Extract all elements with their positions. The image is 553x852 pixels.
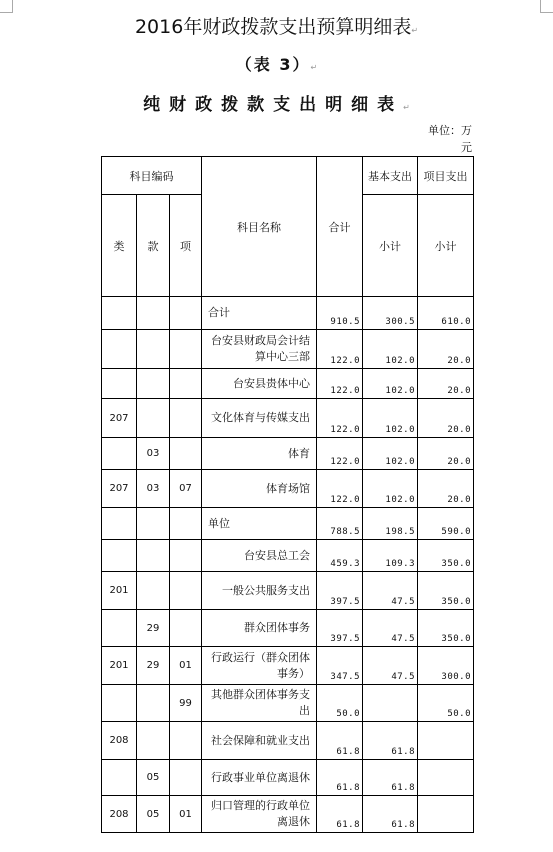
header-basic-subtotal: 小计 [363, 195, 418, 297]
cell-xiang: 07 [170, 470, 202, 508]
table-row [102, 330, 474, 369]
cell-project: 20.0 [418, 470, 474, 508]
cell-basic: 61.8 [363, 722, 418, 760]
header-code-group: 科目编码 [102, 157, 202, 195]
cell-basic: 300.5 [363, 297, 418, 330]
table-row [102, 508, 474, 540]
table-row [102, 760, 474, 796]
cell-name: 台安县总工会 [202, 540, 317, 572]
table-row [102, 438, 474, 470]
header-basic: 基本支出 [363, 157, 418, 195]
cell-kuan: 29 [137, 647, 170, 685]
cell-total: 61.8 [317, 760, 363, 796]
document-title: 2016年财政拨款支出预算明细表↵ [134, 16, 419, 38]
cell-lei: 201 [102, 572, 137, 610]
cell-project: 20.0 [418, 399, 474, 438]
cell-kuan: 05 [137, 796, 170, 833]
cell-xiang [170, 369, 202, 399]
crop-mark-top-left [0, 0, 13, 13]
cell-total: 459.3 [317, 540, 363, 572]
cell-total: 788.5 [317, 508, 363, 540]
cell-name: 行政事业单位离退休 [202, 760, 317, 796]
cell-project [418, 722, 474, 760]
cell-project: 20.0 [418, 330, 474, 369]
cell-kuan [137, 330, 170, 369]
cell-lei [102, 297, 137, 330]
cell-name: 台安县贵体中心 [202, 369, 317, 399]
cell-name: 归口管理的行政单位离退休 [202, 796, 317, 833]
cell-lei [102, 760, 137, 796]
cell-total: 122.0 [317, 369, 363, 399]
table-row [102, 647, 474, 685]
cell-basic: 102.0 [363, 399, 418, 438]
cell-project [418, 796, 474, 833]
table-row [102, 685, 474, 722]
cell-basic: 102.0 [363, 438, 418, 470]
cell-total: 122.0 [317, 399, 363, 438]
header-project-subtotal: 小计 [418, 195, 474, 297]
header-name: 科目名称 [202, 157, 317, 297]
cell-lei: 207 [102, 399, 137, 438]
cell-name: 一般公共服务支出 [202, 572, 317, 610]
cell-name: 群众团体事务 [202, 610, 317, 647]
table-title: 纯财政拨款支出明细表↵ [143, 95, 410, 115]
cell-kuan: 03 [137, 438, 170, 470]
cell-name: 单位 [202, 508, 317, 540]
cell-total: 61.8 [317, 722, 363, 760]
cell-total: 347.5 [317, 647, 363, 685]
cell-basic: 47.5 [363, 610, 418, 647]
unit-label: 单位：万元 [428, 124, 472, 154]
cell-xiang [170, 722, 202, 760]
cell-lei [102, 369, 137, 399]
cell-kuan [137, 722, 170, 760]
cell-lei [102, 540, 137, 572]
cell-project: 300.0 [418, 647, 474, 685]
cell-lei [102, 438, 137, 470]
cell-project: 610.0 [418, 297, 474, 330]
cell-xiang [170, 508, 202, 540]
cell-name: 文化体育与传媒支出 [202, 399, 317, 438]
cell-kuan [137, 540, 170, 572]
header-project: 项目支出 [418, 157, 474, 195]
cell-total: 122.0 [317, 330, 363, 369]
cell-project: 20.0 [418, 369, 474, 399]
cell-total: 397.5 [317, 572, 363, 610]
cell-xiang [170, 330, 202, 369]
cell-basic [363, 685, 418, 722]
cell-xiang [170, 297, 202, 330]
cell-lei [102, 685, 137, 722]
cell-basic: 109.3 [363, 540, 418, 572]
table-row [102, 369, 474, 399]
cell-kuan [137, 399, 170, 438]
cell-name: 合计 [202, 297, 317, 330]
cell-basic: 102.0 [363, 330, 418, 369]
cell-xiang: 01 [170, 647, 202, 685]
crop-mark-top-right [540, 0, 553, 13]
header-xiang: 项 [170, 195, 202, 297]
cell-xiang [170, 399, 202, 438]
header-total: 合计 [317, 157, 363, 297]
table-row [102, 540, 474, 572]
cell-basic: 102.0 [363, 470, 418, 508]
cell-project: 50.0 [418, 685, 474, 722]
cell-basic: 198.5 [363, 508, 418, 540]
cell-kuan [137, 572, 170, 610]
cell-total: 397.5 [317, 610, 363, 647]
cell-total: 122.0 [317, 438, 363, 470]
cell-name: 体育 [202, 438, 317, 470]
cell-name: 台安县财政局会计结算中心三部 [202, 330, 317, 369]
cell-lei: 208 [102, 796, 137, 833]
cell-lei: 208 [102, 722, 137, 760]
cell-name: 体育场馆 [202, 470, 317, 508]
cell-total: 50.0 [317, 685, 363, 722]
cell-xiang [170, 760, 202, 796]
cell-lei [102, 508, 137, 540]
table-row [102, 470, 474, 508]
cell-xiang: 01 [170, 796, 202, 833]
cell-kuan [137, 297, 170, 330]
cell-project: 350.0 [418, 572, 474, 610]
header-lei: 类 [102, 195, 137, 297]
cell-lei: 201 [102, 647, 137, 685]
table-row [102, 399, 474, 438]
cell-basic: 61.8 [363, 796, 418, 833]
cell-project [418, 760, 474, 796]
cell-kuan: 05 [137, 760, 170, 796]
cell-kuan [137, 369, 170, 399]
cell-basic: 47.5 [363, 572, 418, 610]
cell-project: 590.0 [418, 508, 474, 540]
table-row [102, 572, 474, 610]
cell-xiang [170, 572, 202, 610]
cell-project: 350.0 [418, 610, 474, 647]
table-row [102, 610, 474, 647]
table-row [102, 722, 474, 760]
cell-lei [102, 330, 137, 369]
cell-total: 61.8 [317, 796, 363, 833]
cell-kuan: 03 [137, 470, 170, 508]
cell-basic: 102.0 [363, 369, 418, 399]
cell-project: 20.0 [418, 438, 474, 470]
cell-total: 122.0 [317, 470, 363, 508]
cell-xiang [170, 540, 202, 572]
cell-name: 社会保障和就业支出 [202, 722, 317, 760]
cell-lei [102, 610, 137, 647]
cell-project: 350.0 [418, 540, 474, 572]
cell-kuan [137, 508, 170, 540]
cell-kuan: 29 [137, 610, 170, 647]
cell-name: 行政运行（群众团体事务） [202, 647, 317, 685]
cell-basic: 47.5 [363, 647, 418, 685]
document-subtitle: （表 3）↵ [235, 55, 318, 74]
cell-total: 910.5 [317, 297, 363, 330]
cell-kuan [137, 685, 170, 722]
cell-lei: 207 [102, 470, 137, 508]
budget-table [101, 156, 474, 833]
header-kuan: 款 [137, 195, 170, 297]
cell-xiang: 99 [170, 685, 202, 722]
table-row [102, 297, 474, 330]
cell-xiang [170, 610, 202, 647]
cell-xiang [170, 438, 202, 470]
table-row [102, 796, 474, 833]
cell-basic: 61.8 [363, 760, 418, 796]
cell-name: 其他群众团体事务支出 [202, 685, 317, 722]
